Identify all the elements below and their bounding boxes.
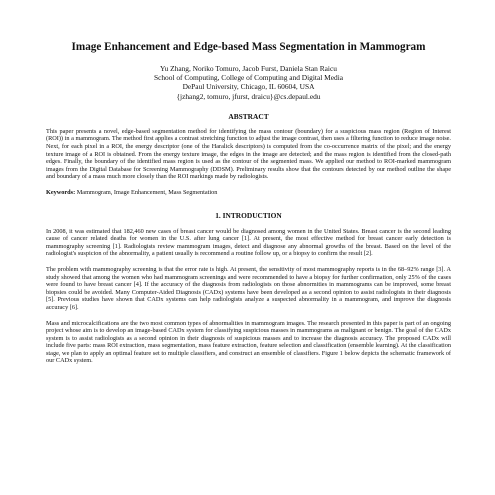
author-affiliation-university: DePaul University, Chicago, IL 60604, USA (182, 82, 315, 92)
paper-title: Image Enhancement and Edge-based Mass Segmentation in Mammogram (71, 41, 426, 53)
author-block (46, 64, 451, 101)
intro-paragraph: Mass and microcalcifications are the two most common types of abnormalities in mammogram images. The research presented in this paper is part of an ongoing project whose aim is to develop an image-based CADx system for classifying suspicious masses in mammograms as malignant or benign. The goal of the CADx system is to assist radiologists as a second opinion in their diagnosis of suspicious masses and to increase the diagnosis accuracy. The proposed CADx will include five parts: mass ROI extraction, mass segmentation, mass feature extraction, feature selection and classification (ensemble learning). At the classification stage, we plan to apply an optimal feature set to multiple classifiers, and construct an ensemble of classifiers. Figure 1 below depicts the schematic framework of our CADx system. (46, 319, 451, 365)
abstract-heading: ABSTRACT (228, 111, 269, 121)
keywords-label: Keywords: (46, 188, 76, 196)
author-affiliation-school: School of Computing, College of Computing and Digital Media (153, 73, 344, 83)
keywords-text: Mammogram, Image Enhancement, Mass Segmentation (75, 188, 218, 196)
author-email: {jzhang2, tomuro, jfurst, draicu}@cs.depaul.edu (176, 91, 321, 101)
intro-paragraph: The problem with mammography screening is that the error rate is high. At present, the sensitivity of most mammography reports is in the 68–92% range [3]. A study showed that among the women who had mammogram screenings and were recommended to have a biopsy for further confirmation, only 25% of the cases were found to have breast cancer [4]. If the accuracy of the diagnosis from radiologists on those abnormities in mammograms can be improved, some breast biopsies could be avoided. Many Computer-Aided Diagnosis (CADx) systems have been developed as a second opinion to assist radiologists in their diagnosis [5]. Previous studies have shown that CADx systems can help radiologists analyze a suspected abnormality in a mammogram, and improve the diagnosis accuracy [6]. (46, 265, 451, 311)
author-names: Yu Zhang, Noriko Tomuro, Jacob Furst, Daniela Stan Raicu (160, 64, 337, 73)
abstract-text: This paper presents a novel, edge-based segmentation method for identifying the mass contour (boundary) for a suspicious mass region (Region of Interest (ROI)) in a mammogram. The method first applies a contrast stretching function to adjust the image contrast, then uses a filtering function to reduce image noise. Next, for each pixel in a ROI, the energy descriptor (one of the Haralick descriptors) is computed from the co-occurrence matrix of the pixel; and the energy texture image of a ROI is obtained. From the energy texture image, the edges in the image are detected; and the mass region is identified from the closed-path edges. Finally, the boundary of the identified mass region is used as the contour of the segmented mass. We applied our method to ROI-marked mammogram images from the Digital Database for Screening Mammography (DDSM). Preliminary results show that the contours detected by our method outline the shape and boundary of a mass much more closely than the ROI markings made by radiologists. (46, 127, 451, 181)
intro-paragraph: In 2008, it was estimated that 182,460 new cases of breast cancer would be diagnosed among women in the United States. Breast cancer is the second leading cause of cancer related deaths for women in the U.S. after lung cancer [1]. At present, the most effective method for breast cancer early detection is mammography screening [1]. Radiologists review mammogram images, detect and diagnose any abnormal growths of the breast. Based on the level of the radiologist's suspicion of the abnormality, a patient usually is recommend a routine follow up, or a biopsy to confirm the result [2]. (46, 227, 451, 258)
keywords-line (46, 189, 451, 197)
introduction-heading: 1. INTRODUCTION (215, 210, 282, 220)
paper-page (46, 40, 451, 373)
